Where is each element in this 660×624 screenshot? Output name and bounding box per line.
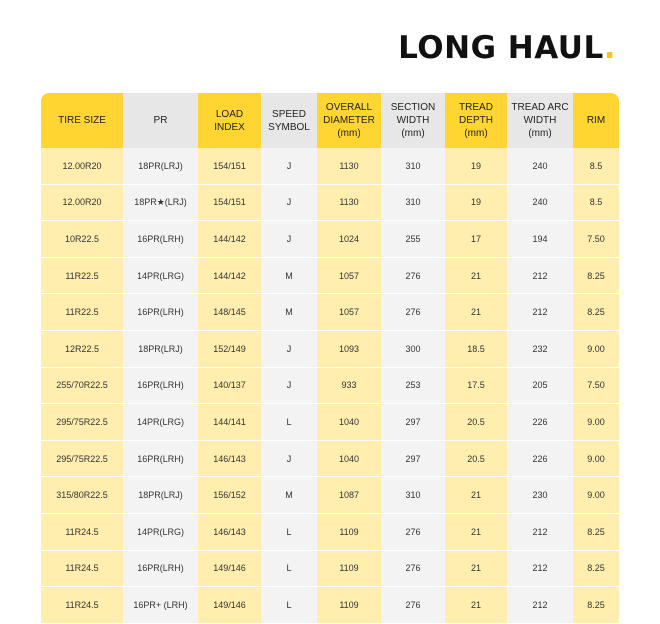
- column-header-rim: RIM: [573, 93, 619, 148]
- brand-title-text: LONG HAUL: [398, 30, 604, 66]
- cell-pr: 18PR(LRJ): [123, 330, 198, 367]
- cell-tread-arc-width: 226: [507, 404, 573, 441]
- cell-section-width: 253: [381, 367, 445, 404]
- cell-section-width: 310: [381, 477, 445, 514]
- cell-tire-size: 255/70R22.5: [41, 367, 123, 404]
- table-row: [41, 148, 619, 184]
- cell-pr: 16PR(LRH): [123, 550, 198, 587]
- column-header-tire-size: TIRE SIZE: [41, 93, 123, 148]
- column-header-load-index: LOAD INDEX: [198, 93, 261, 148]
- brand-title: [398, 30, 616, 66]
- cell-overall-diameter: 1093: [317, 330, 381, 367]
- cell-tire-size: 11R24.5: [41, 587, 123, 624]
- cell-section-width: 276: [381, 294, 445, 331]
- cell-tire-size: 11R24.5: [41, 550, 123, 587]
- cell-tread-depth: 19: [445, 148, 507, 184]
- table-row: [41, 513, 619, 550]
- table-row: [41, 477, 619, 514]
- cell-overall-diameter: 1109: [317, 513, 381, 550]
- cell-overall-diameter: 1087: [317, 477, 381, 514]
- cell-section-width: 310: [381, 184, 445, 221]
- cell-speed-symbol: L: [261, 404, 317, 441]
- cell-pr: 18PR(LRJ): [123, 148, 198, 184]
- cell-pr: 16PR(LRH): [123, 440, 198, 477]
- cell-rim: 7.50: [573, 367, 619, 404]
- table-row: [41, 404, 619, 441]
- cell-speed-symbol: L: [261, 513, 317, 550]
- cell-speed-symbol: J: [261, 184, 317, 221]
- cell-pr: 14PR(LRG): [123, 513, 198, 550]
- cell-section-width: 276: [381, 257, 445, 294]
- cell-overall-diameter: 1040: [317, 404, 381, 441]
- cell-speed-symbol: J: [261, 367, 317, 404]
- table-row: [41, 221, 619, 258]
- cell-load-index: 144/142: [198, 257, 261, 294]
- cell-pr: 14PR(LRG): [123, 404, 198, 441]
- cell-tread-depth: 17.5: [445, 367, 507, 404]
- cell-overall-diameter: 1057: [317, 294, 381, 331]
- cell-tread-arc-width: 230: [507, 477, 573, 514]
- column-header-overall-diameter: OVERALL DIAMETER (mm): [317, 93, 381, 148]
- table-row: [41, 184, 619, 221]
- cell-load-index: 152/149: [198, 330, 261, 367]
- cell-load-index: 154/151: [198, 148, 261, 184]
- cell-tire-size: 295/75R22.5: [41, 404, 123, 441]
- cell-tread-depth: 21: [445, 294, 507, 331]
- cell-tread-arc-width: 240: [507, 184, 573, 221]
- cell-overall-diameter: 1040: [317, 440, 381, 477]
- cell-tread-depth: 21: [445, 257, 507, 294]
- cell-overall-diameter: 1057: [317, 257, 381, 294]
- cell-rim: 8.25: [573, 257, 619, 294]
- cell-tread-arc-width: 205: [507, 367, 573, 404]
- table-body: [41, 148, 619, 623]
- cell-section-width: 276: [381, 513, 445, 550]
- cell-tread-arc-width: 212: [507, 513, 573, 550]
- table-row: [41, 294, 619, 331]
- table-row: [41, 440, 619, 477]
- column-header-speed-symbol: SPEED SYMBOL: [261, 93, 317, 148]
- cell-overall-diameter: 1130: [317, 184, 381, 221]
- cell-rim: 8.25: [573, 550, 619, 587]
- cell-tread-arc-width: 212: [507, 587, 573, 624]
- cell-rim: 9.00: [573, 330, 619, 367]
- cell-pr: 16PR+ (LRH): [123, 587, 198, 624]
- cell-tread-arc-width: 212: [507, 257, 573, 294]
- cell-speed-symbol: M: [261, 477, 317, 514]
- cell-overall-diameter: 1109: [317, 587, 381, 624]
- cell-load-index: 144/141: [198, 404, 261, 441]
- cell-speed-symbol: M: [261, 294, 317, 331]
- cell-section-width: 300: [381, 330, 445, 367]
- cell-speed-symbol: L: [261, 587, 317, 624]
- cell-overall-diameter: 1024: [317, 221, 381, 258]
- cell-speed-symbol: L: [261, 550, 317, 587]
- cell-overall-diameter: 1130: [317, 148, 381, 184]
- cell-load-index: 149/146: [198, 587, 261, 624]
- cell-rim: 8.25: [573, 294, 619, 331]
- column-header-section-width: SECTION WIDTH (mm): [381, 93, 445, 148]
- cell-tire-size: 12R22.5: [41, 330, 123, 367]
- cell-overall-diameter: 1109: [317, 550, 381, 587]
- cell-overall-diameter: 933: [317, 367, 381, 404]
- cell-tire-size: 315/80R22.5: [41, 477, 123, 514]
- cell-tread-arc-width: 240: [507, 148, 573, 184]
- table-row: [41, 257, 619, 294]
- cell-tread-arc-width: 232: [507, 330, 573, 367]
- cell-load-index: 144/142: [198, 221, 261, 258]
- cell-rim: 9.00: [573, 404, 619, 441]
- cell-rim: 7.50: [573, 221, 619, 258]
- cell-tread-arc-width: 194: [507, 221, 573, 258]
- column-header-pr: PR: [123, 93, 198, 148]
- cell-tread-depth: 18.5: [445, 330, 507, 367]
- cell-pr: 18PR★(LRJ): [123, 184, 198, 221]
- column-header-tread-arc-width: TREAD ARC WIDTH (mm): [507, 93, 573, 148]
- cell-section-width: 297: [381, 440, 445, 477]
- cell-tread-depth: 20.5: [445, 440, 507, 477]
- cell-tread-depth: 20.5: [445, 404, 507, 441]
- cell-tread-arc-width: 226: [507, 440, 573, 477]
- cell-tire-size: 295/75R22.5: [41, 440, 123, 477]
- cell-section-width: 297: [381, 404, 445, 441]
- cell-section-width: 255: [381, 221, 445, 258]
- cell-speed-symbol: M: [261, 257, 317, 294]
- cell-pr: 16PR(LRH): [123, 367, 198, 404]
- cell-rim: 9.00: [573, 440, 619, 477]
- cell-rim: 8.5: [573, 184, 619, 221]
- cell-section-width: 276: [381, 550, 445, 587]
- cell-pr: 14PR(LRG): [123, 257, 198, 294]
- cell-tire-size: 10R22.5: [41, 221, 123, 258]
- cell-load-index: 146/143: [198, 513, 261, 550]
- cell-tread-arc-width: 212: [507, 294, 573, 331]
- tire-spec-table-wrapper: [41, 93, 619, 624]
- cell-tread-depth: 21: [445, 587, 507, 624]
- cell-tread-depth: 21: [445, 477, 507, 514]
- table-header-row: [41, 93, 619, 148]
- cell-speed-symbol: J: [261, 221, 317, 258]
- cell-pr: 18PR(LRJ): [123, 477, 198, 514]
- cell-tire-size: 11R24.5: [41, 513, 123, 550]
- cell-tire-size: 11R22.5: [41, 257, 123, 294]
- cell-section-width: 276: [381, 587, 445, 624]
- brand-title-dot: .: [603, 30, 616, 66]
- cell-speed-symbol: J: [261, 148, 317, 184]
- cell-load-index: 154/151: [198, 184, 261, 221]
- cell-pr: 16PR(LRH): [123, 294, 198, 331]
- cell-rim: 9.00: [573, 477, 619, 514]
- cell-load-index: 149/146: [198, 550, 261, 587]
- cell-rim: 8.25: [573, 513, 619, 550]
- cell-speed-symbol: J: [261, 330, 317, 367]
- cell-tread-depth: 19: [445, 184, 507, 221]
- cell-tire-size: 12.00R20: [41, 184, 123, 221]
- cell-tread-depth: 21: [445, 513, 507, 550]
- cell-tread-depth: 21: [445, 550, 507, 587]
- table-row: [41, 587, 619, 624]
- cell-rim: 8.25: [573, 587, 619, 624]
- cell-tread-arc-width: 212: [507, 550, 573, 587]
- cell-load-index: 140/137: [198, 367, 261, 404]
- table-row: [41, 330, 619, 367]
- cell-rim: 8.5: [573, 148, 619, 184]
- tire-spec-table: [41, 93, 619, 624]
- cell-load-index: 146/143: [198, 440, 261, 477]
- cell-tire-size: 11R22.5: [41, 294, 123, 331]
- cell-load-index: 156/152: [198, 477, 261, 514]
- cell-load-index: 148/145: [198, 294, 261, 331]
- table-row: [41, 550, 619, 587]
- table-row: [41, 367, 619, 404]
- cell-tread-depth: 17: [445, 221, 507, 258]
- cell-pr: 16PR(LRH): [123, 221, 198, 258]
- column-header-tread-depth: TREAD DEPTH (mm): [445, 93, 507, 148]
- cell-tire-size: 12.00R20: [41, 148, 123, 184]
- cell-speed-symbol: J: [261, 440, 317, 477]
- cell-section-width: 310: [381, 148, 445, 184]
